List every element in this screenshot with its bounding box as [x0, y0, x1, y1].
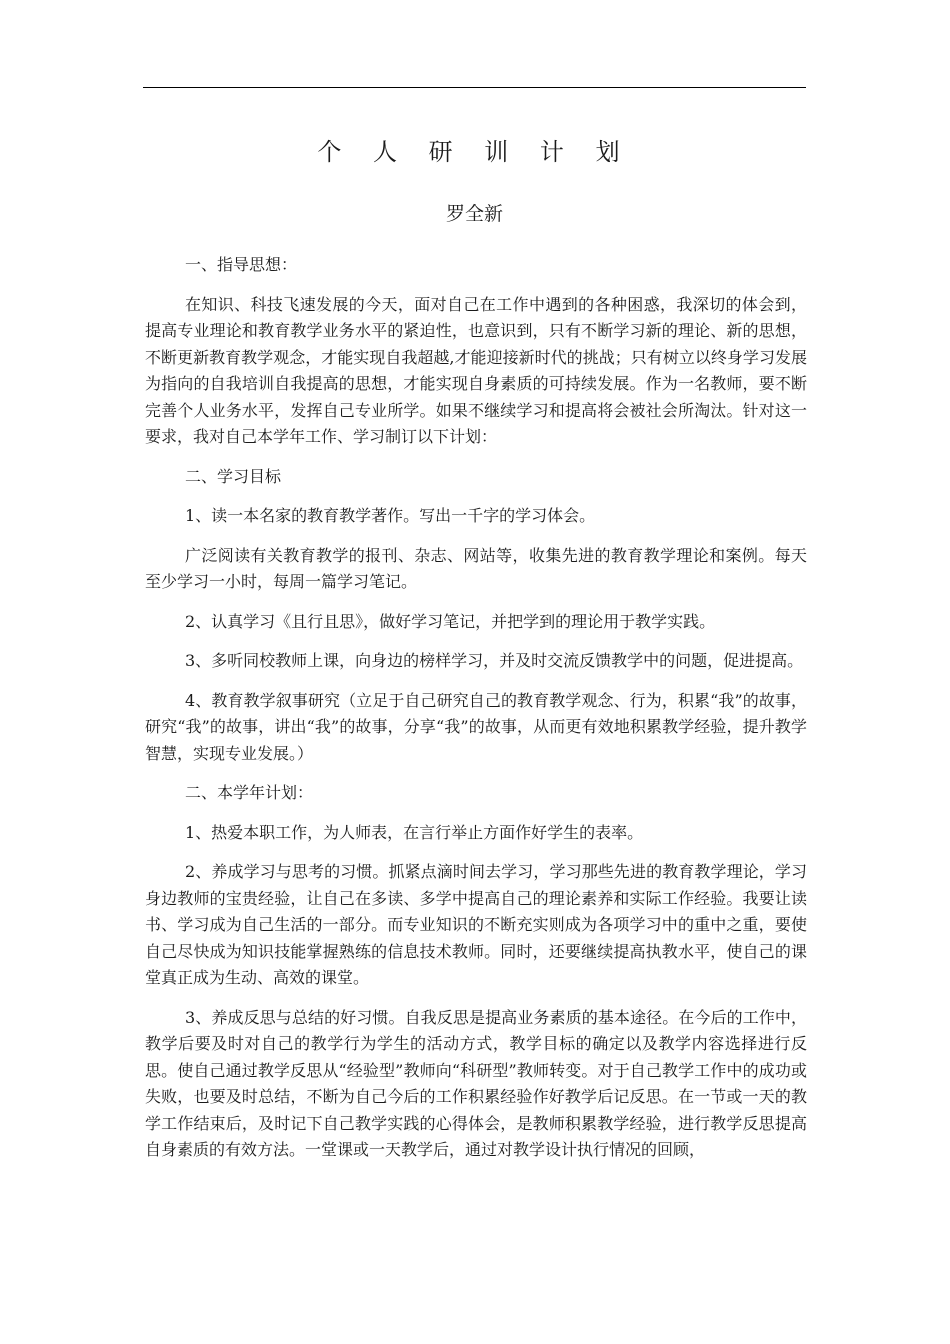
document-title: 个 人 研 训 计 划	[317, 138, 632, 166]
list-item-plan-1: 1、热爱本职工作，为人师表，在言行举止方面作好学生的表率。	[185, 822, 644, 842]
list-item-plan-3: 3、养成反思与总结的好习惯。自我反思是提高业务素质的基本途径。在今后的工作中，教学后要及时对自己的教学行为学生的活动方式，教学目标的确定以及教学内容选择进行反思。使自己通过教学反思从“经验型”教师向“科研型”教师转变。对于自己教学工作中的成功或失败，也要及时总结，不断为自己今后的工作积累经验作好教学后记反思。在一节或一天的教学工作结束后，及时记下自己教学实践的心得体会，是教师积累教学经验，进行教学反思提高自身素质的有效方法。一堂课或一天教学后，通过对教学设计执行情况的回顾，	[145, 1007, 807, 1159]
document-body	[145, 252, 807, 1177]
section-heading-annual-plan: 二、本学年计划：	[185, 783, 314, 802]
section-heading-guiding-ideology: 一、指导思想：	[185, 255, 298, 274]
document-author: 罗全新	[445, 203, 503, 225]
body-paragraph: 在知识、科技飞速发展的今天，面对自己在工作中遇到的各种困惑，我深切的体会到，提高专业理论和教育教学业务水平的紧迫性，也意识到，只有不断学习新的理论、新的思想，不断更新教育教学观念，才能实现自我超越,才能迎接新时代的挑战；只有树立以终身学习发展为指向的自我培训自我提高的思想，才能实现自身素质的可持续发展。作为一名教师，要不断完善个人业务水平，发挥自己专业所学。如果不继续学习和提高将会被社会所淘汰。针对这一要求，我对自己本学年工作、学习制订以下计划：	[145, 294, 807, 446]
body-paragraph: 广泛阅读有关教育教学的报刊、杂志、网站等，收集先进的教育教学理论和案例。每天至少学习一小时，每周一篇学习笔记。	[145, 545, 807, 591]
list-item-goal-2: 2、认真学习《且行且思》，做好学习笔记，并把学到的理论用于教学实践。	[185, 611, 716, 631]
list-item-goal-3: 3、多听同校教师上课，向身边的榜样学习，并及时交流反馈教学中的问题，促进提高。	[185, 651, 804, 670]
section-heading-learning-goals: 二、学习目标	[185, 466, 282, 486]
list-item-plan-2: 2、养成学习与思考的习惯。抓紧点滴时间去学习，学习那些先进的教育教学理论，学习身边教师的宝贵经验，让自己在多读、多学中提高自己的理论素养和实际工作经验。我要让读书、学习成为自己生活的一部分。而专业知识的不断充实则成为各项学习中的重中之重，要使自己尽快成为知识技能掌握熟练的信息技术教师。同时，还要继续提高执教水平，使自己的课堂真正成为生动、高效的课堂。	[145, 862, 807, 987]
list-item-goal-1: 1、读一本名家的教育教学著作。写出一千字的学习体会。	[185, 506, 596, 525]
header-rule	[143, 87, 806, 88]
list-item-goal-4: 4、教育教学叙事研究（立足于自己研究自己的教育教学观念、行为，积累“我”的故事，研究“我”的故事，讲出“我”的故事，分享“我”的故事，从而更有效地积累教学经验，提升教学智慧，实现专业发展。）	[145, 690, 807, 763]
